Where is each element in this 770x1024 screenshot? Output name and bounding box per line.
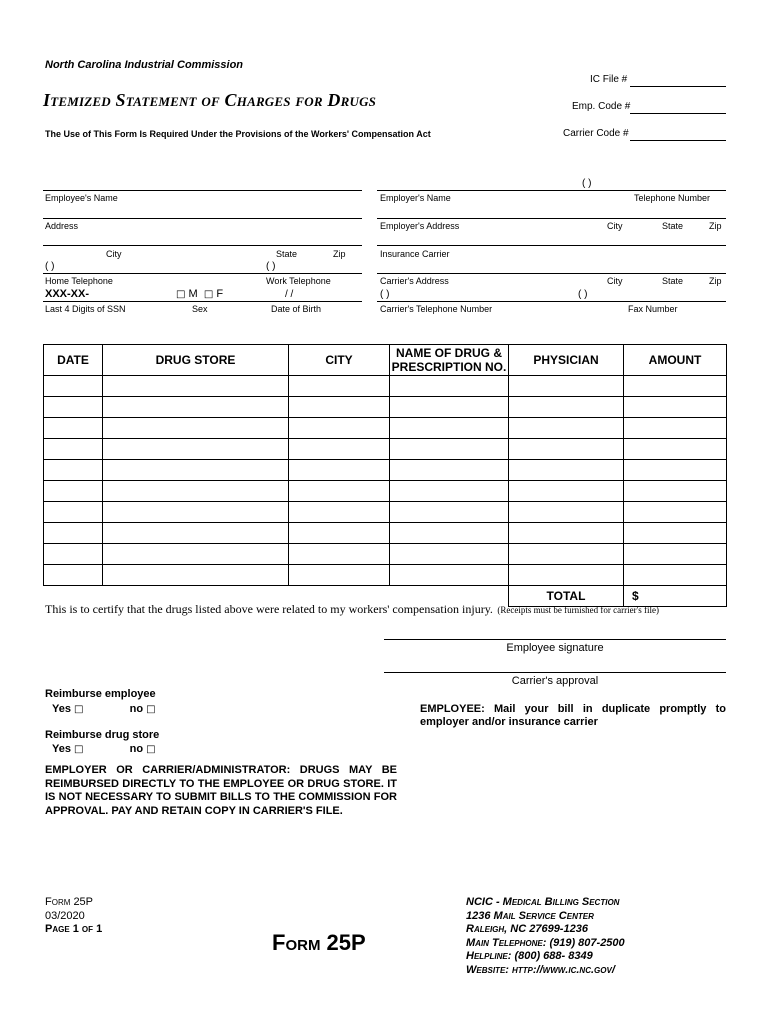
home-phone-area: ( ) [45,261,55,272]
cell[interactable] [390,523,509,544]
cell[interactable] [509,376,624,397]
table-row [44,460,727,481]
employer-address-line[interactable] [377,218,726,219]
cell[interactable] [44,544,103,565]
reimburse-employee-no-checkbox-icon[interactable]: □ [146,704,156,715]
cell[interactable] [289,418,390,439]
zip-label: Zip [333,249,346,259]
reimburse-drugstore-no-checkbox-icon[interactable]: □ [146,744,156,755]
employee-name-label: Employee's Name [45,193,118,203]
cell[interactable] [624,397,727,418]
cell[interactable] [390,544,509,565]
total-amount[interactable]: $ [624,586,727,607]
carrier-approval-label: Carrier's approval [511,675,599,687]
cell[interactable] [509,481,624,502]
cell[interactable] [289,565,390,586]
col-header-physician: PHYSICIAN [509,345,624,376]
ncic-address-block [466,896,625,978]
reimburse-employee-yes-checkbox-icon[interactable]: □ [74,704,84,715]
sex-options [176,288,223,300]
col-header-city: CITY [289,345,390,376]
cell[interactable] [103,565,289,586]
cell[interactable] [289,439,390,460]
phones-line[interactable] [43,273,362,274]
table-row [44,397,727,418]
dob-label: Date of Birth [271,304,322,314]
table-row [44,418,727,439]
receipts-note: (Receipts must be furnished for carrier's file) [497,605,659,615]
work-telephone-label: Work Telephone [266,276,331,286]
col-header-date: DATE [44,345,103,376]
cell[interactable] [624,376,727,397]
table-row [44,376,727,397]
employee-signature-label: Employee signature [506,642,604,654]
cell[interactable] [289,481,390,502]
cell[interactable] [624,502,727,523]
carrier-address-line[interactable] [377,273,726,274]
col-header-drug-store: DRUG STORE [103,345,289,376]
cell[interactable] [509,460,624,481]
employer-city-label: City [607,221,623,231]
checkbox-m-icon[interactable]: □ [176,289,186,300]
home-telephone-label: Home Telephone [45,276,113,286]
cell[interactable] [289,460,390,481]
ssn-sex-dob-line[interactable] [43,301,362,302]
reimburse-employee-yes-label: Yes [52,703,71,715]
cell[interactable] [103,376,289,397]
reimburse-drugstore-title: Reimburse drug store [45,729,160,741]
cell[interactable] [624,544,727,565]
reimburse-drugstore-yes-label: Yes [52,743,71,755]
cell[interactable] [44,439,103,460]
cell[interactable] [289,502,390,523]
ic-file-label: IC File # [590,74,628,85]
fax-number-label: Fax Number [628,304,678,314]
cell[interactable] [624,523,727,544]
cell[interactable] [103,418,289,439]
cell[interactable] [289,376,390,397]
cell[interactable] [44,397,103,418]
footer-page: Page 1 of 1 [45,923,103,935]
employee-signature-line[interactable] [384,639,726,640]
cell[interactable] [509,439,624,460]
cell[interactable] [103,481,289,502]
cell[interactable] [103,544,289,565]
ssn-label: Last 4 Digits of SSN [45,304,126,314]
cell[interactable] [390,376,509,397]
emp-code-label: Emp. Code # [572,101,631,112]
cell[interactable] [390,502,509,523]
sex-m-label: M [188,288,198,300]
telephone-number-label: Telephone Number [634,193,711,203]
carrier-zip-label: Zip [709,276,722,286]
footer-form-label: Form 25P [45,896,94,908]
cell[interactable] [509,418,624,439]
cell[interactable] [289,397,390,418]
drugs-table [43,344,727,607]
insurance-carrier-label: Insurance Carrier [380,249,450,259]
reimburse-drugstore-no-label: no [129,743,144,755]
employer-state-label: State [662,221,684,231]
carrier-phone-area: ( ) [380,289,390,300]
employer-phone-area: ( ) [582,178,592,189]
table-row [44,481,727,502]
cell[interactable] [103,439,289,460]
cell[interactable] [44,460,103,481]
sex-label: Sex [192,304,208,314]
cell[interactable] [44,376,103,397]
cell[interactable] [289,544,390,565]
carrier-address-label: Carrier's Address [380,276,449,286]
table-row [44,439,727,460]
address-label: Address [45,221,79,231]
cell[interactable] [44,502,103,523]
commission-name: North Carolina Industrial Commission [45,59,244,71]
table-row [44,502,727,523]
ic-file-line[interactable] [630,86,726,87]
cell[interactable] [509,523,624,544]
carrier-approval-line[interactable] [384,672,726,673]
city-state-zip-line[interactable] [43,245,362,246]
cell[interactable] [103,397,289,418]
employer-name-label: Employer's Name [380,193,451,203]
address-line[interactable] [43,218,362,219]
reimburse-employee-title: Reimburse employee [45,688,156,700]
insurance-carrier-line[interactable] [377,245,726,246]
ncic-city: Raleigh, NC 27699-1236 [466,923,588,936]
cell[interactable] [390,439,509,460]
cell[interactable] [390,418,509,439]
certification-text: This is to certify that the drugs listed above were related to my workers' compensation injury. [45,602,493,616]
carrier-city-label: City [607,276,623,286]
employer-name-line[interactable] [377,190,726,191]
carrier-code-label: Carrier Code # [563,128,629,139]
cell[interactable] [103,502,289,523]
cell[interactable] [44,418,103,439]
certification-line [45,600,659,618]
col-header-amount: AMOUNT [624,345,727,376]
fax-area: ( ) [578,289,588,300]
employee-name-line[interactable] [43,190,362,191]
total-label: TOTAL [509,586,624,607]
cell[interactable] [509,502,624,523]
footer-date: 03/2020 [45,910,85,922]
reimburse-drugstore-options [52,743,156,755]
table-row [44,523,727,544]
work-phone-area: ( ) [266,261,276,272]
cell[interactable] [44,481,103,502]
checkbox-f-icon[interactable]: □ [203,289,214,300]
col-header-drug-name: NAME OF DRUG & PRESCRIPTION NO. [390,345,509,376]
carrier-code-line[interactable] [630,140,726,141]
form-title: Itemized Statement of Charges for Drugs [43,90,377,110]
cell[interactable] [624,460,727,481]
cell[interactable] [44,565,103,586]
cell[interactable] [390,397,509,418]
cell[interactable] [624,418,727,439]
form-subtitle: The Use of This Form Is Required Under the Provisions of the Workers' Compensation Act [45,129,431,139]
cell[interactable] [624,481,727,502]
carrier-phone-line[interactable] [377,301,726,302]
employee-note: EMPLOYEE: Mail your bill in duplicate promptly to employer and/or insurance carrier [420,703,726,728]
table-row [44,565,727,586]
reimburse-drugstore-yes-checkbox-icon[interactable]: □ [74,744,84,755]
cell[interactable] [509,397,624,418]
ncic-section: NCIC - Medical Billing Section [466,896,620,908]
table-header-row [44,345,727,376]
table-row [44,544,727,565]
cell[interactable] [44,523,103,544]
reimburse-employee-options [52,703,156,715]
cell[interactable] [624,439,727,460]
cell[interactable] [624,565,727,586]
cell[interactable] [390,565,509,586]
ncic-helpline: Helpline: (800) 688- 8349 [466,950,593,963]
reimburse-employee-no-label: no [129,703,144,715]
cell[interactable] [390,481,509,502]
employer-zip-label: Zip [709,221,722,231]
cell[interactable] [509,544,624,565]
emp-code-line[interactable] [630,113,726,114]
employer-note: EMPLOYER OR CARRIER/ADMINISTRATOR: DRUGS MAY BE REIMBURSED DIRECTLY TO THE EMPLOYEE OR DRUG STORE. IT IS NOT NECESSARY TO SUBMIT BILLS TO THE COMMISSION FOR APPROVAL. PAY AND RETAIN COPY IN CARRIER'S FILE. [45,764,397,817]
cell[interactable] [509,565,624,586]
state-label: State [276,249,298,259]
cell[interactable] [103,460,289,481]
ncic-mail-center: 1236 Mail Service Center [466,909,594,922]
cell[interactable] [289,523,390,544]
city-label: City [106,249,122,259]
carrier-phone-label: Carrier's Telephone Number [380,304,493,314]
dob-value: / / [285,289,294,300]
cell[interactable] [103,523,289,544]
carrier-state-label: State [662,276,684,286]
employer-address-label: Employer's Address [380,221,460,231]
ncic-website[interactable]: Website: http://www.ic.nc.gov/ [466,963,615,976]
cell[interactable] [390,460,509,481]
ssn-value: XXX-XX- [45,288,90,300]
sex-f-label: F [216,288,224,300]
ncic-main-phone: Main Telephone: (919) 807-2500 [466,936,625,949]
footer-big-form: Form 25P [272,930,366,955]
